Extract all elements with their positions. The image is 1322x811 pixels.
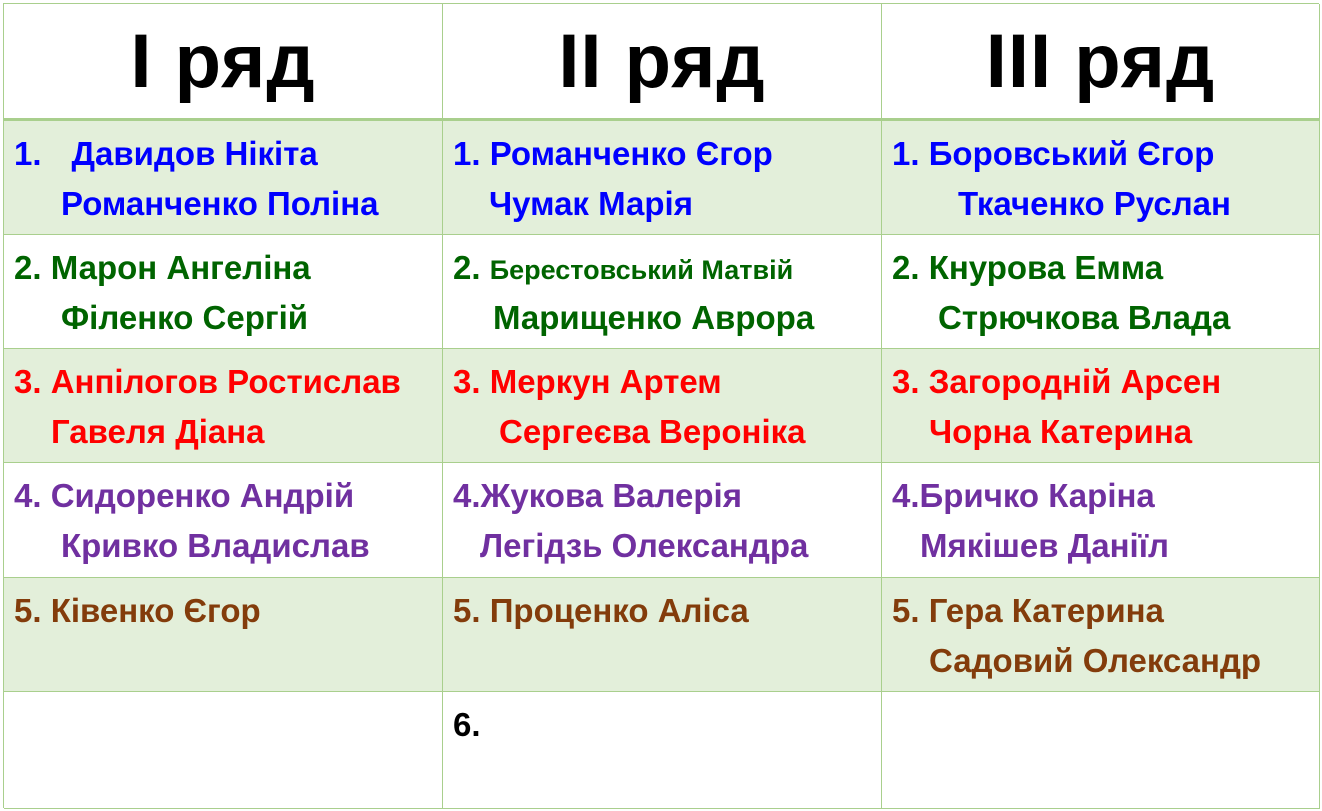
desk-number: 3. [892,363,920,400]
desk-line-1 [453,592,749,630]
header-label: ІІІ ряд [985,18,1216,104]
student-name: Бричко Каріна [919,477,1155,514]
student-name: Сидоренко Андрій [50,477,355,514]
desk-number: 1. [892,135,920,172]
header-row-3 [882,4,1320,121]
desk-cell [4,463,443,578]
desk-number: 4. [14,477,42,514]
student-name: Стрючкова Влада [938,299,1231,336]
student-name: Чумак Марія [489,185,693,222]
desk-number: 2. [453,249,481,286]
student-name: Ткаченко Руслан [958,185,1231,222]
desk-cell [443,121,882,235]
desk-line-1 [892,592,1164,630]
desk-cell [882,578,1320,692]
desk-number: 4. [892,477,920,514]
desk-cell [882,121,1320,235]
student-name: Боровський Єгор [928,135,1215,172]
desk-line-1 [14,592,261,630]
student-name: Романченко Поліна [61,185,379,222]
student-name: Анпілогов Ростислав [50,363,401,400]
desk-cell [4,578,443,692]
student-name: Загородній Арсен [928,363,1222,400]
student-name: Романченко Єгор [489,135,773,172]
desk-cell [443,235,882,349]
student-name: Марон Ангеліна [50,249,311,286]
desk-line-1 [14,135,318,173]
desk-number: 3. [14,363,42,400]
desk-number: 2. [14,249,42,286]
desk-number: 5. [453,592,481,629]
desk-number: 3. [453,363,481,400]
header-row-2 [443,4,882,121]
desk-number: 5. [14,592,42,629]
desk-cell-empty [882,692,1320,809]
desk-line-1 [892,249,1163,287]
student-name: Гера Катерина [928,592,1164,629]
student-name: Давидов Нікіта [71,135,318,172]
desk-line-1 [453,135,773,173]
desk-cell [4,121,443,235]
desk-line-1 [892,477,1155,515]
student-name: Гавеля Діана [51,413,265,450]
desk-cell-empty [4,692,443,809]
desk-cell [443,463,882,578]
desk-cell [443,349,882,463]
student-name: Мякішев Даніїл [920,527,1169,564]
desk-number: 1. [453,135,481,172]
student-name: Марищенко Аврора [493,299,815,336]
desk-line-1 [453,363,722,401]
desk-line-1 [892,363,1221,401]
student-name: Жукова Валерія [480,477,742,514]
header-row-1 [4,4,443,121]
student-name: Чорна Катерина [929,413,1193,450]
desk-number: 6. [453,706,481,743]
student-name: Кривко Владислав [61,527,370,564]
student-name: Філенко Сергій [61,299,309,336]
seating-table [3,3,1319,808]
desk-line-1 [453,249,793,289]
desk-cell [4,235,443,349]
desk-number: 1. [14,135,42,172]
student-name: Проценко Аліса [489,592,749,629]
desk-number: 2. [892,249,920,286]
student-name: Садовий Олександр [929,642,1262,679]
desk-cell [443,578,882,692]
student-name: Берестовський Матвій [489,255,794,285]
desk-line-1 [14,249,311,287]
desk-line-1 [14,363,401,401]
desk-cell [882,235,1320,349]
desk-number: 5. [892,592,920,629]
student-name: Сергеєва Вероніка [499,413,806,450]
student-name: Легідзь Олександра [480,527,809,564]
desk-cell [443,692,882,809]
desk-line-1 [453,477,742,515]
header-label: І ряд [130,18,316,104]
desk-cell [4,349,443,463]
student-name: Ківенко Єгор [50,592,261,629]
desk-number: 4. [453,477,481,514]
desk-cell [882,349,1320,463]
desk-line-1 [14,477,354,515]
desk-cell [882,463,1320,578]
header-label: ІІ ряд [558,18,766,104]
desk-line-1 [892,135,1214,173]
student-name: Меркун Артем [489,363,722,400]
student-name: Кнурова Емма [928,249,1164,286]
